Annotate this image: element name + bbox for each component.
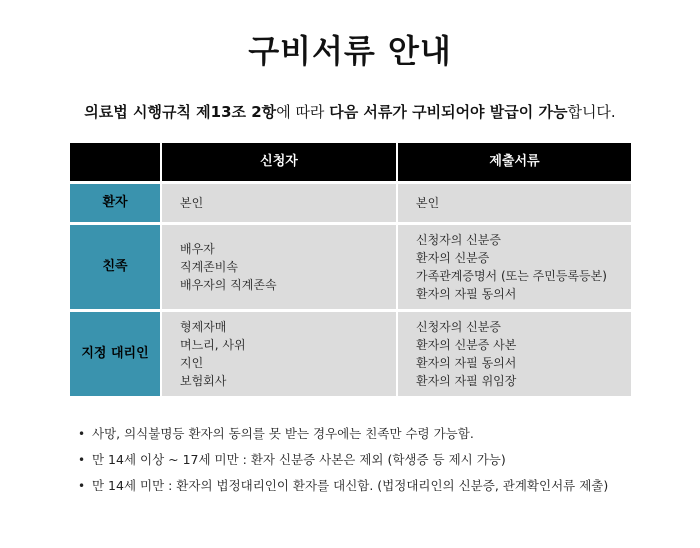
note-item xyxy=(78,473,608,499)
note-text: 만 14세 미만 : 환자의 법정대리인이 환자를 대신함. (법정대리인의 신분증, 관계확인서류 제출) xyxy=(92,478,609,493)
documents-table xyxy=(70,143,631,396)
note-item xyxy=(78,447,608,473)
notes-list xyxy=(78,421,608,499)
applicant-item: 지인 xyxy=(180,356,204,370)
row-category-designated-agent: 지정 대리인 xyxy=(70,312,160,396)
table-header-corner xyxy=(70,143,160,181)
row-applicants-relative xyxy=(162,225,396,309)
subtitle-bold-requirement: 다음 서류가 구비되어야 발급이 가능 xyxy=(329,103,568,121)
applicant-item: 며느리, 사위 xyxy=(180,338,246,352)
applicant-item: 본인 xyxy=(180,196,204,210)
bullet-icon: • xyxy=(78,427,86,441)
row-category-relative: 친족 xyxy=(70,225,160,309)
document-item: 신청자의 신분증 xyxy=(416,233,501,247)
note-text: 만 14세 이상 ~ 17세 미만 : 환자 신분증 사본은 제외 (학생증 등 제시 가능) xyxy=(92,452,506,467)
subtitle-text-end: 합니다. xyxy=(567,103,616,121)
bullet-icon: • xyxy=(78,479,86,493)
row-applicants-designated-agent xyxy=(162,312,396,396)
subtitle-text: 에 따라 xyxy=(276,103,330,121)
row-category-patient: 환자 xyxy=(70,184,160,222)
document-item: 환자의 자필 동의서 xyxy=(416,287,517,301)
table-header-applicant: 신청자 xyxy=(162,143,396,181)
bullet-icon: • xyxy=(78,453,86,467)
applicant-item: 직계존비속 xyxy=(180,260,238,274)
row-applicants-patient xyxy=(162,184,396,222)
row-documents-designated-agent xyxy=(398,312,631,396)
note-text: 사망, 의식불명등 환자의 동의를 못 받는 경우에는 친족만 수령 가능함. xyxy=(92,426,474,441)
document-item: 가족관계증명서 (또는 주민등록등본) xyxy=(416,269,607,283)
document-item: 본인 xyxy=(416,196,440,210)
row-documents-patient xyxy=(398,184,631,222)
table-header-documents: 제출서류 xyxy=(398,143,631,181)
document-item: 환자의 자필 위임장 xyxy=(416,374,517,388)
document-item: 환자의 신분증 사본 xyxy=(416,338,517,352)
document-item: 환자의 자필 동의서 xyxy=(416,356,517,370)
document-item: 신청자의 신분증 xyxy=(416,320,501,334)
applicant-item: 형제자매 xyxy=(180,320,227,334)
page-subtitle xyxy=(0,101,700,122)
applicant-item: 배우자의 직계존속 xyxy=(180,278,277,292)
applicant-item: 배우자 xyxy=(180,242,215,256)
row-documents-relative xyxy=(398,225,631,309)
subtitle-bold-rule: 의료법 시행규칙 제13조 2항 xyxy=(84,103,277,121)
applicant-item: 보험회사 xyxy=(180,374,227,388)
note-item xyxy=(78,421,608,447)
document-item: 환자의 신분증 xyxy=(416,251,490,265)
page-title: 구비서류 안내 xyxy=(248,32,452,70)
